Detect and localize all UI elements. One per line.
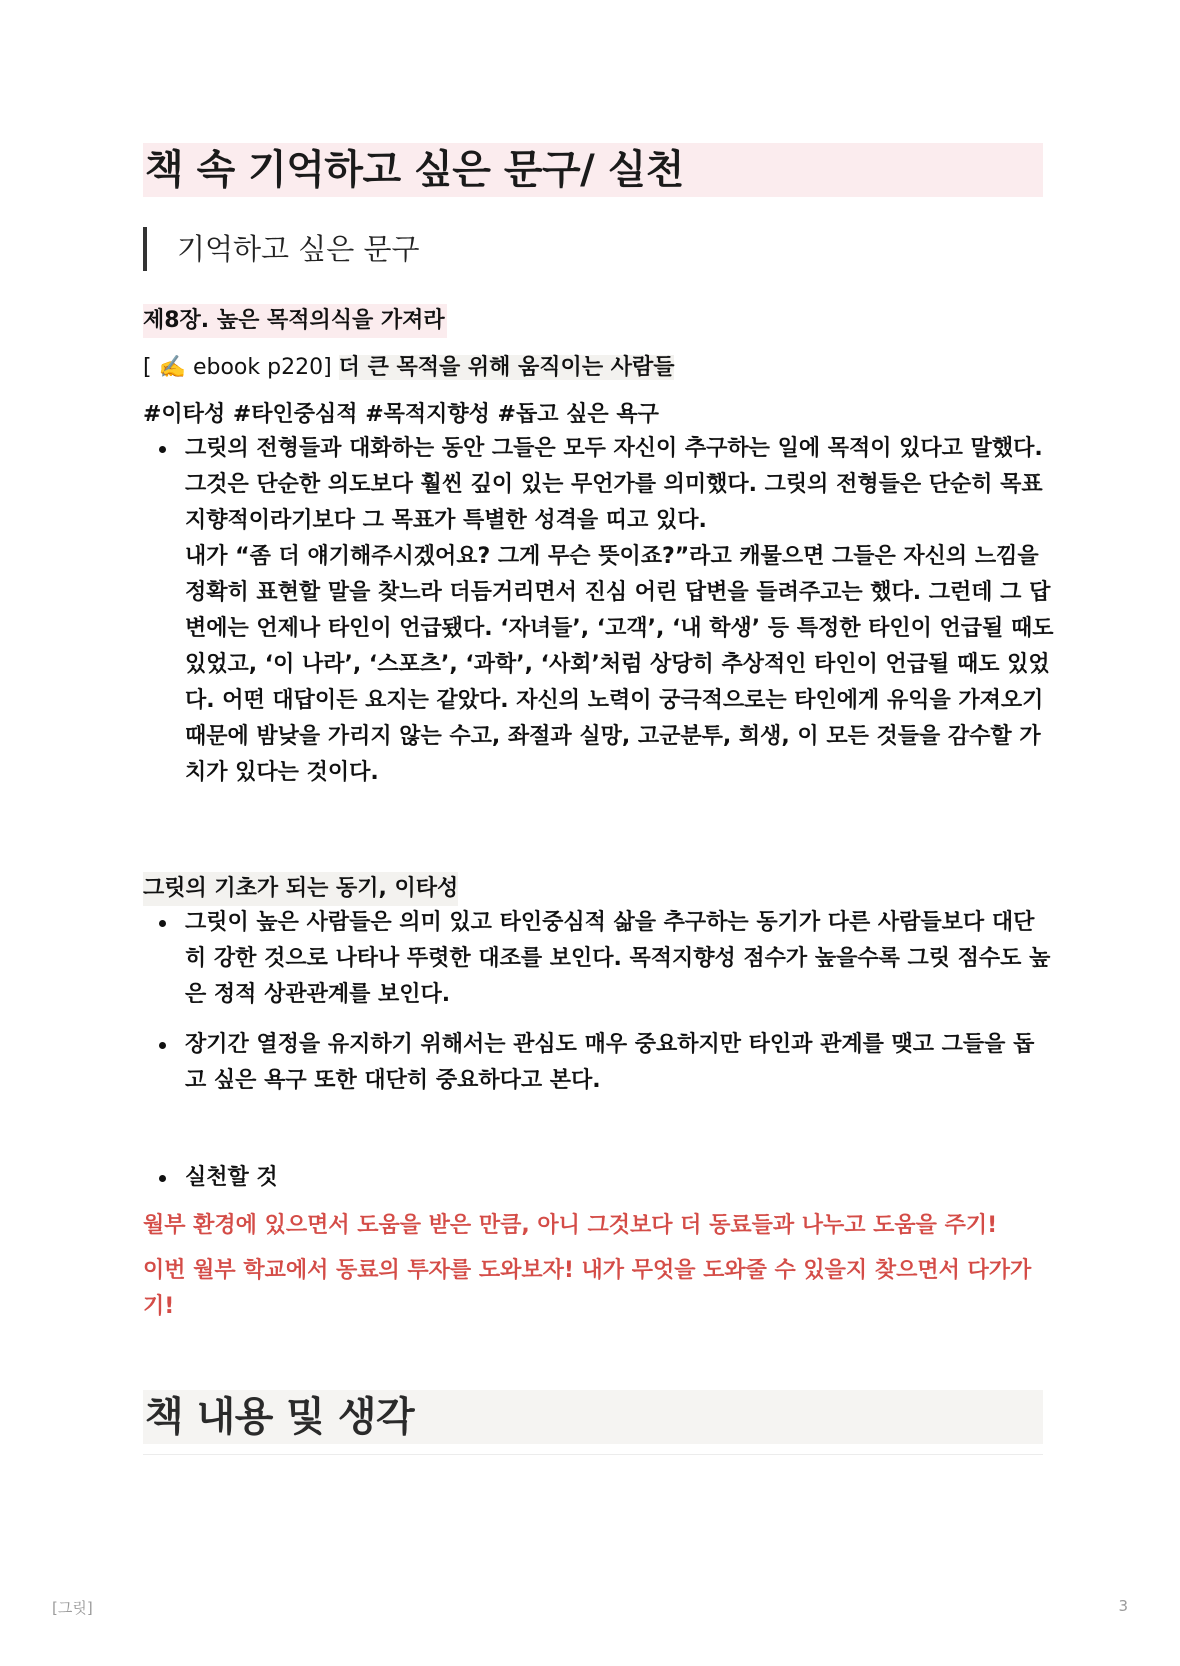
bullet-paragraph: 장기간 열정을 유지하기 위해서는 관심도 매우 중요하지만 타인과 관계를 맺고 그들을 돕고 싶은 욕구 또한 대단히 중요하다고 본다. bbox=[185, 1032, 1035, 1093]
ebook-page-label: [ ✍️ ebook p220] bbox=[143, 355, 332, 380]
bullet-paragraph: 실천할 것 bbox=[185, 1165, 278, 1190]
hashtags: #이타성 #타인중심적 #목적지향성 #돕고 싶은 욕구 bbox=[143, 402, 659, 427]
chapter-title: 제8장. 높은 목적의식을 가져라 bbox=[143, 304, 447, 338]
action-note: 이번 월부 학교에서 동료의 투자를 도와보자! 내가 무엇을 도와줄 수 있을지 찾으면서 다가가기! bbox=[143, 1258, 1032, 1319]
bullet-item bbox=[185, 905, 1055, 1013]
bullet-item bbox=[185, 1027, 1055, 1099]
divider bbox=[143, 1454, 1043, 1455]
page-number: 3 bbox=[1118, 1597, 1128, 1615]
action-note: 월부 환경에 있으면서 도움을 받은 만큼, 아니 그것보다 더 동료들과 나누고 도움을 주기! bbox=[143, 1213, 998, 1238]
bullet-paragraph: 그릿이 높은 사람들은 의미 있고 타인중심적 삶을 추구하는 동기가 다른 사람들보다 대단히 강한 것으로 나타나 뚜렷한 대조를 보인다. 목적지향성 점수가 높을수록 그릿 점수도 높은 정적 상관관계를 보인다. bbox=[185, 910, 1051, 1007]
ebook-reference bbox=[143, 351, 674, 385]
bullet-item bbox=[185, 431, 1055, 791]
bullet-paragraph: 내가 “좀 더 얘기해주시겠어요? 그게 무슨 뜻이죠?”라고 캐물으면 그들은 자신의 느낌을 정확히 표현할 말을 찾느라 더듬거리면서 진심 어린 답변을 들려주고는 했다. 그런데 그 답변에는 언제나 타인이 언급됐다. ‘자녀들’, ‘고객’, ‘내 학생’ 등 특정한 타인이 언급될 때도 있었고, ‘이 나라’, ‘스포츠’, ‘과학’, ‘사회’처럼 상당히 추상적인 타인이 언급될 때도 있었다. 어떤 대답이든 요지는 같았다. 자신의 노력이 궁극적으로는 타인에게 유익을 가져오기 때문에 밤낮을 가리지 않는 수고, 좌절과 실망, 고군분투, 희생, 이 모든 것들을 감수할 가치가 있다는 것이다. bbox=[185, 544, 1054, 785]
footer-book-title: [그릿] bbox=[52, 1599, 93, 1617]
bullet-paragraph: 그릿의 전형들과 대화하는 동안 그들은 모두 자신이 추구하는 일에 목적이 있다고 말했다. 그것은 단순한 의도보다 훨씬 깊이 있는 무언가를 의미했다. 그릿의 전형들은 단순히 목표지향적이라기보다 그 목표가 특별한 성격을 띠고 있다. bbox=[185, 436, 1043, 533]
section-subheading: 그릿의 기초가 되는 동기, 이타성 bbox=[143, 872, 458, 906]
quote-block: 기억하고 싶은 문구 bbox=[143, 227, 420, 271]
heading-memorable-quotes: 책 속 기억하고 싶은 문구/ 실천 bbox=[143, 143, 1043, 197]
heading-book-content: 책 내용 및 생각 bbox=[143, 1390, 1043, 1444]
ebook-section-title: 더 큰 목적을 위해 움직이는 사람들 bbox=[338, 355, 675, 380]
bullet-item bbox=[185, 1160, 1055, 1196]
